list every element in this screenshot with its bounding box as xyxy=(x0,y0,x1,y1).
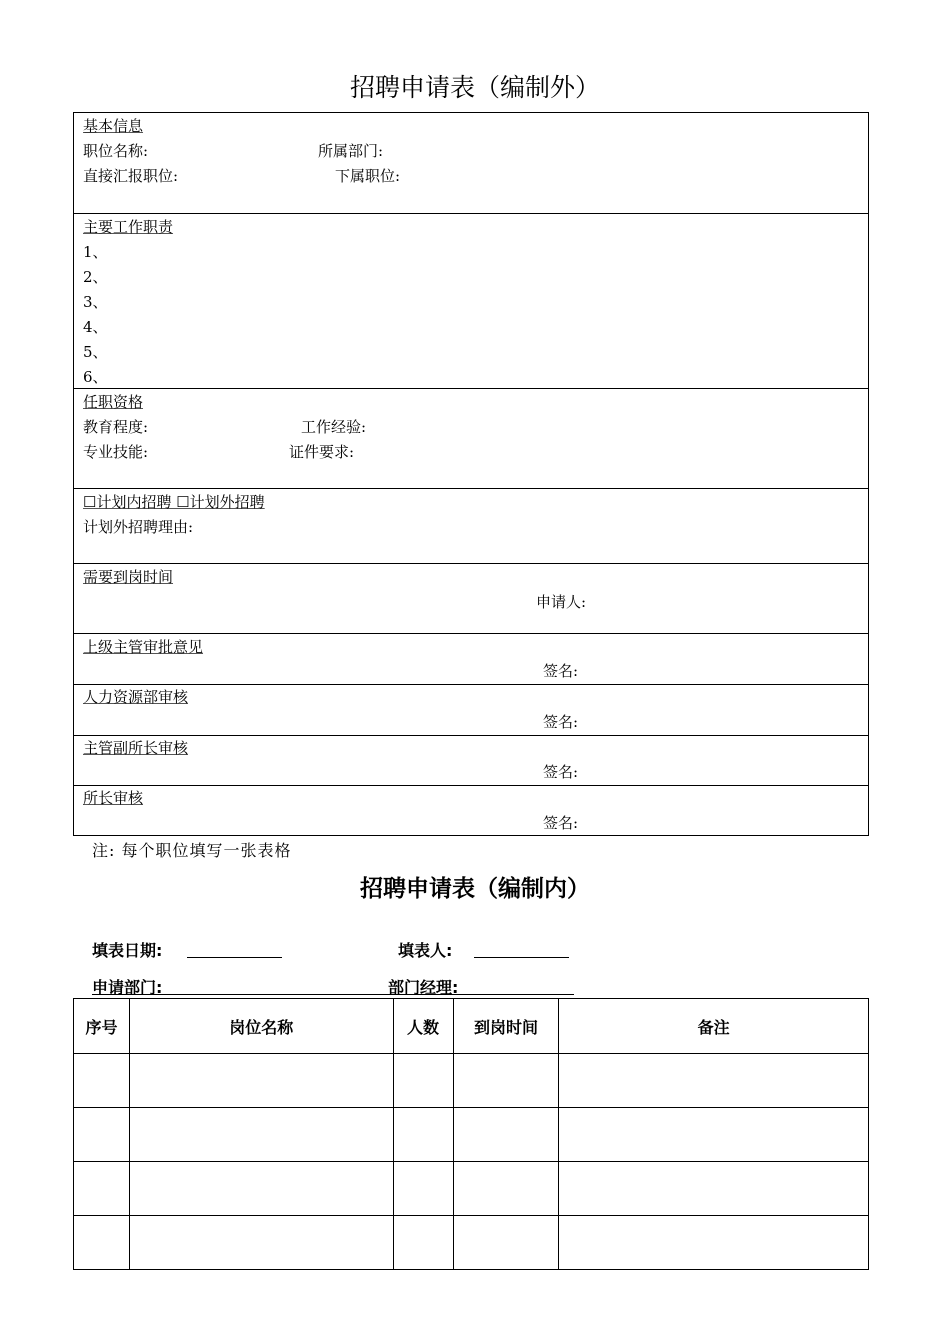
table-row xyxy=(74,1108,869,1162)
table-cell[interactable] xyxy=(559,1108,869,1162)
qualifications-header: 任职资格 xyxy=(83,393,144,411)
basic-info-header: 基本信息 xyxy=(83,117,144,135)
hr-header: 人力资源部审核 xyxy=(83,688,189,706)
signature-label: 签名: xyxy=(543,662,579,680)
department-underline[interactable] xyxy=(92,994,574,995)
education-label: 教育程度: xyxy=(83,418,149,436)
subordinates-label: 下属职位: xyxy=(335,167,401,185)
skills-label: 专业技能: xyxy=(83,443,149,461)
table-cell[interactable] xyxy=(453,1054,559,1108)
experience-label: 工作经验: xyxy=(301,418,367,436)
basic-info-section xyxy=(74,113,868,214)
duties-header: 主要工作职责 xyxy=(83,218,174,236)
column-header: 人数 xyxy=(393,999,453,1054)
qualifications-section xyxy=(74,389,868,489)
filler-label: 填表人: xyxy=(398,941,453,960)
duty-item: 4、 xyxy=(83,318,108,336)
supervisor-header: 上级主管审批意见 xyxy=(83,638,204,656)
table-cell[interactable] xyxy=(393,1108,453,1162)
vice-director-section xyxy=(74,736,868,786)
job-title-label: 职位名称: xyxy=(83,142,149,160)
duty-item: 3、 xyxy=(83,293,108,311)
column-header: 岗位名称 xyxy=(129,999,393,1054)
column-header: 序号 xyxy=(74,999,130,1054)
form-note: 注: 每个职位填写一张表格 xyxy=(92,841,292,860)
table-cell[interactable] xyxy=(393,1216,453,1270)
arrival-section xyxy=(74,564,868,634)
certificates-label: 证件要求: xyxy=(289,443,355,461)
column-header: 到岗时间 xyxy=(453,999,559,1054)
signature-label: 签名: xyxy=(543,763,579,781)
duty-item: 1、 xyxy=(83,243,108,261)
table-cell[interactable] xyxy=(559,1162,869,1216)
table-row xyxy=(74,1216,869,1270)
fill-date-field[interactable] xyxy=(187,957,282,958)
director-header: 所长审核 xyxy=(83,789,144,807)
report-to-label: 直接汇报职位: xyxy=(83,167,179,185)
table-cell[interactable] xyxy=(129,1108,393,1162)
vice-director-header: 主管副所长审核 xyxy=(83,739,189,757)
table-cell[interactable] xyxy=(559,1054,869,1108)
table-cell[interactable] xyxy=(74,1108,130,1162)
duty-item: 5、 xyxy=(83,343,108,361)
table-cell[interactable] xyxy=(453,1108,559,1162)
duty-item: 6、 xyxy=(83,368,108,386)
department-manager-label: 部门经理: xyxy=(388,978,459,997)
signature-label: 签名: xyxy=(543,713,579,731)
table-cell[interactable] xyxy=(453,1162,559,1216)
form1-title: 招聘申请表（编制外） xyxy=(349,73,600,102)
table-body xyxy=(74,1054,869,1270)
fill-date-label: 填表日期: xyxy=(92,941,163,960)
signature-label: 签名: xyxy=(543,814,579,832)
position-table xyxy=(73,998,869,1270)
table-cell[interactable] xyxy=(74,1054,130,1108)
table-cell[interactable] xyxy=(74,1216,130,1270)
director-section xyxy=(74,786,868,836)
duties-section xyxy=(74,214,868,389)
column-header: 备注 xyxy=(559,999,869,1054)
table-row xyxy=(74,1162,869,1216)
table-cell[interactable] xyxy=(559,1216,869,1270)
supervisor-section xyxy=(74,634,868,685)
table-cell[interactable] xyxy=(393,1054,453,1108)
department-label: 所属部门: xyxy=(318,142,384,160)
arrival-header: 需要到岗时间 xyxy=(83,568,174,586)
table-row xyxy=(74,1054,869,1108)
plan-section xyxy=(74,489,868,564)
applicant-label: 申请人: xyxy=(536,593,587,611)
table-cell[interactable] xyxy=(393,1162,453,1216)
table-cell[interactable] xyxy=(129,1054,393,1108)
department-label: 申请部门: xyxy=(92,978,163,997)
plan-reason-label: 计划外招聘理由: xyxy=(83,518,194,536)
table-cell[interactable] xyxy=(453,1216,559,1270)
table-cell[interactable] xyxy=(129,1162,393,1216)
duty-item: 2、 xyxy=(83,268,108,286)
plan-checkboxes[interactable]: ☐计划内招聘 ☐计划外招聘 xyxy=(83,493,265,511)
filler-field[interactable] xyxy=(474,957,569,958)
table-cell[interactable] xyxy=(74,1162,130,1216)
hr-section xyxy=(74,685,868,736)
form1-table xyxy=(73,112,869,836)
form2-title: 招聘申请表（编制内） xyxy=(360,876,590,902)
table-cell[interactable] xyxy=(129,1216,393,1270)
table-header-row xyxy=(74,999,869,1054)
